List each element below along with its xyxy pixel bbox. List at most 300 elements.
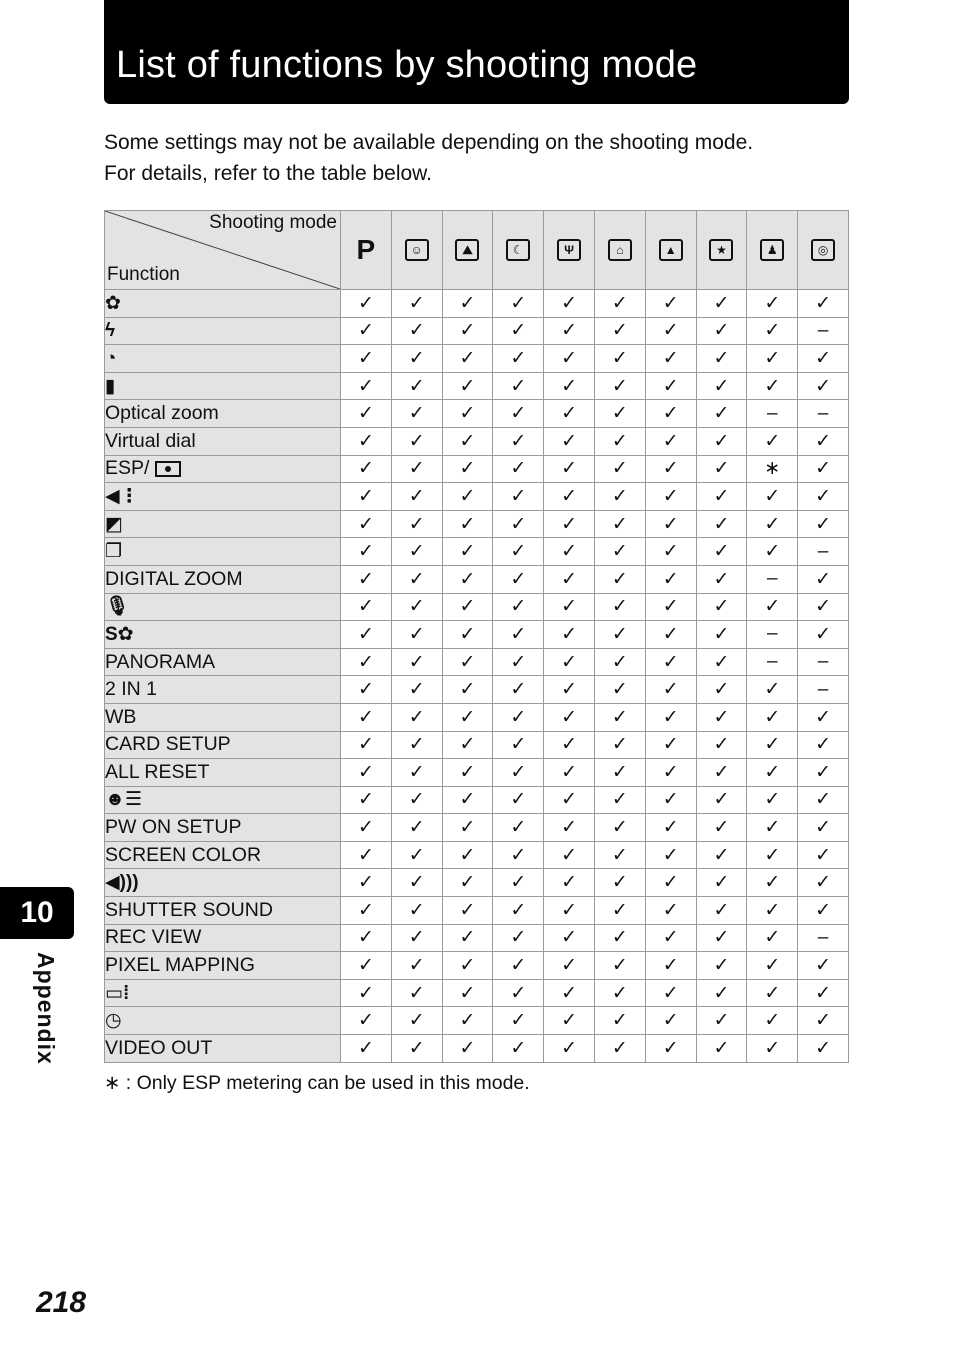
- function-label: Virtual dial: [105, 429, 196, 452]
- availability-mark: ✓: [341, 731, 392, 759]
- table-row: [105, 841, 849, 869]
- availability-mark: ✓: [594, 759, 645, 787]
- title-bar: [104, 0, 849, 104]
- availability-mark: ✓: [544, 979, 595, 1007]
- availability-mark: ✓: [391, 841, 442, 869]
- table-row: [105, 538, 849, 566]
- availability-mark: –: [747, 648, 798, 676]
- function-label: Optical zoom: [105, 402, 219, 425]
- function-label: PANORAMA: [105, 650, 216, 673]
- availability-mark: ✓: [747, 372, 798, 400]
- availability-mark: ✓: [696, 648, 747, 676]
- function-label: SCREEN COLOR: [105, 843, 262, 866]
- table-row: [105, 427, 849, 455]
- availability-mark: ✓: [696, 510, 747, 538]
- indoor-mode-icon: ⌂: [608, 239, 632, 261]
- availability-mark: ✓: [594, 455, 645, 483]
- availability-mark: ✓: [645, 841, 696, 869]
- availability-mark: ✓: [696, 290, 747, 318]
- chapter-number: 10: [20, 896, 54, 929]
- availability-mark: ✓: [391, 648, 442, 676]
- mode-column-8: [747, 211, 798, 290]
- availability-mark: ✓: [341, 621, 392, 649]
- function-label: REC VIEW: [105, 926, 202, 949]
- availability-mark: ✓: [544, 538, 595, 566]
- table-row: [105, 869, 849, 897]
- availability-mark: ✓: [594, 648, 645, 676]
- availability-mark: ✓: [391, 593, 442, 621]
- availability-mark: ✓: [594, 483, 645, 511]
- mode-column-3: [493, 211, 544, 290]
- availability-mark: ✓: [341, 400, 392, 428]
- availability-mark: ✓: [696, 924, 747, 952]
- availability-mark: ✓: [747, 510, 798, 538]
- function-name-cell: [105, 841, 341, 869]
- availability-mark: ✓: [544, 593, 595, 621]
- availability-mark: ✓: [544, 455, 595, 483]
- function-name-cell: [105, 869, 341, 897]
- availability-mark: ✓: [341, 841, 392, 869]
- availability-mark: ✓: [493, 317, 544, 345]
- availability-mark: –: [747, 400, 798, 428]
- availability-mark: ✓: [747, 427, 798, 455]
- availability-mark: ✓: [391, 703, 442, 731]
- availability-mark: ✓: [493, 538, 544, 566]
- availability-mark: ✓: [493, 759, 544, 787]
- availability-mark: ✓: [493, 565, 544, 593]
- availability-mark: ✓: [696, 345, 747, 373]
- availability-mark: ✓: [696, 372, 747, 400]
- landscape-portrait-mode-icon: ⛰: [455, 239, 479, 261]
- chapter-label: Appendix: [33, 952, 59, 1065]
- availability-mark: ✓: [798, 731, 849, 759]
- table-row: [105, 317, 849, 345]
- availability-mark: ✓: [341, 814, 392, 842]
- availability-mark: ✓: [696, 621, 747, 649]
- availability-mark: ✓: [391, 869, 442, 897]
- availability-mark: ✓: [645, 455, 696, 483]
- availability-mark: ✓: [747, 841, 798, 869]
- function-name-cell: [105, 455, 341, 483]
- intro-line-2: For details, refer to the table below.: [104, 162, 433, 185]
- availability-mark: ✓: [645, 593, 696, 621]
- function-table: [104, 210, 849, 1063]
- availability-mark: ✓: [594, 841, 645, 869]
- intro-text: [104, 127, 864, 189]
- availability-mark: ✓: [747, 814, 798, 842]
- availability-mark: ✓: [798, 455, 849, 483]
- availability-mark: ✓: [594, 290, 645, 318]
- availability-mark: ✓: [341, 1035, 392, 1063]
- availability-mark: ✓: [798, 1007, 849, 1035]
- function-label: SHUTTER SOUND: [105, 898, 273, 921]
- monitor-brightness-icon: ▭⁞: [105, 982, 130, 1004]
- availability-mark: ✓: [341, 1007, 392, 1035]
- function-name-cell: [105, 786, 341, 814]
- availability-mark: ✓: [747, 897, 798, 925]
- availability-mark: ✓: [747, 703, 798, 731]
- table-row: [105, 648, 849, 676]
- self-portrait-mode-icon: ★: [709, 239, 733, 261]
- availability-mark: ✓: [391, 345, 442, 373]
- page-number: 218: [36, 1286, 87, 1319]
- availability-mark: ✓: [696, 703, 747, 731]
- availability-mark: ✓: [696, 1035, 747, 1063]
- availability-mark: ✓: [798, 621, 849, 649]
- availability-mark: ✓: [493, 510, 544, 538]
- availability-mark: ✓: [696, 565, 747, 593]
- availability-mark: ✓: [391, 290, 442, 318]
- availability-mark: ✓: [747, 676, 798, 704]
- availability-mark: ✓: [645, 897, 696, 925]
- availability-mark: ✓: [391, 952, 442, 980]
- availability-mark: ✓: [696, 538, 747, 566]
- availability-mark: ✓: [747, 290, 798, 318]
- night-scene-mode-icon: ☾: [506, 239, 530, 261]
- availability-mark: –: [798, 648, 849, 676]
- availability-mark: ✓: [798, 841, 849, 869]
- availability-mark: ✓: [645, 621, 696, 649]
- availability-mark: ✓: [341, 483, 392, 511]
- availability-mark: ✓: [747, 1007, 798, 1035]
- availability-mark: ✓: [391, 1007, 442, 1035]
- availability-mark: ✓: [341, 869, 392, 897]
- function-name-cell: [105, 317, 341, 345]
- availability-mark: ✓: [594, 1007, 645, 1035]
- mode-column-4: [544, 211, 595, 290]
- availability-mark: ✓: [645, 510, 696, 538]
- availability-mark: ✓: [747, 924, 798, 952]
- availability-mark: ✓: [645, 400, 696, 428]
- availability-mark: ✓: [544, 317, 595, 345]
- table-row: [105, 510, 849, 538]
- availability-mark: ✓: [696, 427, 747, 455]
- availability-mark: ✓: [442, 483, 493, 511]
- availability-mark: ✓: [544, 290, 595, 318]
- availability-mark: ✓: [747, 483, 798, 511]
- availability-mark: ✓: [391, 924, 442, 952]
- function-name-cell: [105, 648, 341, 676]
- mode-column-0: [341, 211, 392, 290]
- availability-mark: ✓: [391, 731, 442, 759]
- function-name-cell: [105, 759, 341, 787]
- availability-mark: ✓: [493, 455, 544, 483]
- availability-mark: ∗: [747, 455, 798, 483]
- availability-mark: ✓: [696, 676, 747, 704]
- availability-mark: ✓: [645, 565, 696, 593]
- availability-mark: ✓: [645, 979, 696, 1007]
- availability-mark: ✓: [544, 400, 595, 428]
- availability-mark: ✓: [544, 924, 595, 952]
- availability-mark: ✓: [391, 317, 442, 345]
- availability-mark: ✓: [594, 731, 645, 759]
- mode-column-6: [645, 211, 696, 290]
- availability-mark: ✓: [645, 538, 696, 566]
- availability-mark: ✓: [493, 869, 544, 897]
- availability-mark: ✓: [544, 1007, 595, 1035]
- availability-mark: ✓: [696, 841, 747, 869]
- availability-mark: ✓: [747, 593, 798, 621]
- availability-mark: ✓: [594, 979, 645, 1007]
- availability-mark: ✓: [645, 317, 696, 345]
- table-row: [105, 1035, 849, 1063]
- availability-mark: ✓: [442, 731, 493, 759]
- availability-mark: ✓: [544, 427, 595, 455]
- availability-mark: ✓: [544, 703, 595, 731]
- availability-mark: ✓: [696, 593, 747, 621]
- availability-mark: ✓: [544, 841, 595, 869]
- availability-mark: ✓: [645, 427, 696, 455]
- availability-mark: ✓: [341, 759, 392, 787]
- availability-mark: ✓: [645, 869, 696, 897]
- function-label: PW ON SETUP: [105, 816, 242, 839]
- availability-mark: ✓: [544, 952, 595, 980]
- availability-mark: ✓: [798, 979, 849, 1007]
- availability-mark: ✓: [696, 759, 747, 787]
- availability-mark: ✓: [645, 676, 696, 704]
- availability-mark: ✓: [747, 538, 798, 566]
- table-row: [105, 952, 849, 980]
- availability-mark: ✓: [747, 979, 798, 1007]
- function-label: VIDEO OUT: [105, 1036, 213, 1059]
- availability-mark: ✓: [544, 676, 595, 704]
- availability-mark: –: [798, 924, 849, 952]
- availability-mark: ✓: [594, 952, 645, 980]
- availability-mark: ✓: [544, 1035, 595, 1063]
- availability-mark: ✓: [696, 731, 747, 759]
- availability-mark: ✓: [747, 317, 798, 345]
- availability-mark: ✓: [696, 814, 747, 842]
- availability-mark: ✓: [696, 455, 747, 483]
- intro-line-1: Some settings may not be available depending on the shooting mode.: [104, 131, 754, 154]
- availability-mark: ✓: [341, 317, 392, 345]
- table-row: [105, 703, 849, 731]
- availability-mark: ✓: [594, 400, 645, 428]
- portrait-mode-icon: ☺: [405, 239, 429, 261]
- table-row: [105, 372, 849, 400]
- availability-mark: ✓: [798, 952, 849, 980]
- availability-mark: ✓: [645, 648, 696, 676]
- availability-mark: ✓: [341, 538, 392, 566]
- mode-column-5: [594, 211, 645, 290]
- availability-mark: ✓: [341, 676, 392, 704]
- availability-mark: ✓: [696, 786, 747, 814]
- availability-mark: ✓: [747, 759, 798, 787]
- availability-mark: ✓: [493, 648, 544, 676]
- availability-mark: ✓: [341, 924, 392, 952]
- availability-mark: ✓: [645, 924, 696, 952]
- table-row: [105, 979, 849, 1007]
- function-name-cell: [105, 1007, 341, 1035]
- availability-mark: ✓: [798, 510, 849, 538]
- availability-mark: –: [798, 676, 849, 704]
- availability-mark: ✓: [341, 593, 392, 621]
- availability-mark: ✓: [594, 345, 645, 373]
- availability-mark: ✓: [798, 1035, 849, 1063]
- availability-mark: ✓: [442, 841, 493, 869]
- availability-mark: ✓: [594, 317, 645, 345]
- table-body: [105, 290, 849, 1063]
- availability-mark: ✓: [391, 372, 442, 400]
- availability-mark: ✓: [696, 979, 747, 1007]
- function-name-cell: [105, 676, 341, 704]
- function-label: WB: [105, 705, 137, 728]
- availability-mark: ✓: [442, 924, 493, 952]
- availability-mark: ✓: [493, 731, 544, 759]
- table-row: [105, 621, 849, 649]
- availability-mark: ✓: [696, 400, 747, 428]
- function-name-cell: [105, 897, 341, 925]
- availability-mark: ✓: [645, 345, 696, 373]
- availability-mark: ✓: [391, 979, 442, 1007]
- function-label: PIXEL MAPPING: [105, 954, 255, 977]
- availability-mark: ✓: [747, 869, 798, 897]
- availability-mark: ✓: [341, 510, 392, 538]
- availability-mark: ✓: [798, 372, 849, 400]
- beep-sound-icon: ◀))): [105, 872, 139, 894]
- availability-mark: ✓: [798, 290, 849, 318]
- availability-mark: ✓: [696, 952, 747, 980]
- availability-mark: ✓: [594, 786, 645, 814]
- table-row: [105, 897, 849, 925]
- my-mode-icon: ♟: [760, 239, 784, 261]
- availability-mark: ✓: [544, 897, 595, 925]
- availability-mark: ✓: [645, 1035, 696, 1063]
- table-row: [105, 814, 849, 842]
- function-name-cell: [105, 427, 341, 455]
- availability-mark: ✓: [391, 510, 442, 538]
- image-quality-icon: ◀⋮: [105, 485, 139, 507]
- function-label: ALL RESET: [105, 760, 210, 783]
- availability-mark: ✓: [544, 648, 595, 676]
- availability-mark: ✓: [645, 814, 696, 842]
- availability-mark: ✓: [747, 345, 798, 373]
- table-row: [105, 565, 849, 593]
- page-title: List of functions by shooting mode: [116, 44, 698, 86]
- availability-mark: ✓: [798, 593, 849, 621]
- language-icon: ☻☰: [105, 789, 143, 811]
- availability-mark: ✓: [594, 621, 645, 649]
- microphone-icon: 🎙: [105, 596, 130, 618]
- table-row: [105, 924, 849, 952]
- function-name-cell: [105, 979, 341, 1007]
- availability-mark: ✓: [493, 593, 544, 621]
- availability-mark: ✓: [391, 897, 442, 925]
- availability-mark: ✓: [594, 869, 645, 897]
- footnote: ∗ : Only ESP metering can be used in this mode.: [104, 1072, 530, 1094]
- chapter-tab: [0, 887, 74, 939]
- availability-mark: ✓: [594, 814, 645, 842]
- availability-mark: –: [798, 538, 849, 566]
- table-row: [105, 455, 849, 483]
- availability-mark: ✓: [391, 786, 442, 814]
- availability-mark: ✓: [544, 786, 595, 814]
- table-row: [105, 676, 849, 704]
- availability-mark: ✓: [594, 703, 645, 731]
- availability-mark: ✓: [696, 897, 747, 925]
- availability-mark: ✓: [493, 841, 544, 869]
- availability-mark: ✓: [594, 897, 645, 925]
- corner-function-label: Function: [107, 264, 180, 285]
- function-name-cell: [105, 593, 341, 621]
- availability-mark: ✓: [696, 1007, 747, 1035]
- availability-mark: ✓: [645, 731, 696, 759]
- availability-mark: ✓: [341, 345, 392, 373]
- spot-metering-icon: [155, 461, 181, 477]
- availability-mark: ✓: [391, 483, 442, 511]
- availability-mark: ✓: [747, 731, 798, 759]
- availability-mark: ✓: [391, 455, 442, 483]
- availability-mark: ✓: [341, 979, 392, 1007]
- availability-mark: ✓: [544, 814, 595, 842]
- availability-mark: ✓: [442, 1035, 493, 1063]
- table-row: [105, 345, 849, 373]
- availability-mark: ✓: [442, 648, 493, 676]
- availability-mark: –: [747, 621, 798, 649]
- function-name-cell: [105, 924, 341, 952]
- availability-mark: ✓: [341, 786, 392, 814]
- availability-mark: ✓: [544, 483, 595, 511]
- availability-mark: ✓: [442, 538, 493, 566]
- availability-mark: ✓: [493, 1035, 544, 1063]
- table-corner-cell: [105, 211, 341, 290]
- function-name-cell: [105, 621, 341, 649]
- table-row: [105, 593, 849, 621]
- table-row: [105, 731, 849, 759]
- availability-mark: ✓: [594, 565, 645, 593]
- availability-mark: ✓: [341, 290, 392, 318]
- availability-mark: ✓: [798, 869, 849, 897]
- availability-mark: ✓: [442, 427, 493, 455]
- availability-mark: ✓: [442, 593, 493, 621]
- function-name-cell: [105, 400, 341, 428]
- availability-mark: ✓: [544, 731, 595, 759]
- availability-mark: ✓: [594, 372, 645, 400]
- availability-mark: ✓: [493, 786, 544, 814]
- availability-mark: ✓: [391, 621, 442, 649]
- function-name-cell: [105, 731, 341, 759]
- availability-mark: ✓: [391, 565, 442, 593]
- function-name-cell: [105, 565, 341, 593]
- function-label: DIGITAL ZOOM: [105, 567, 243, 590]
- availability-mark: ✓: [442, 676, 493, 704]
- function-name-cell: [105, 290, 341, 318]
- availability-mark: ✓: [493, 345, 544, 373]
- availability-mark: ✓: [544, 869, 595, 897]
- availability-mark: ✓: [391, 676, 442, 704]
- availability-mark: ✓: [544, 621, 595, 649]
- availability-mark: ✓: [696, 483, 747, 511]
- availability-mark: ✓: [645, 483, 696, 511]
- availability-mark: –: [798, 317, 849, 345]
- movie-mode-icon: ◎: [811, 239, 835, 261]
- availability-mark: ✓: [544, 565, 595, 593]
- availability-mark: ✓: [442, 345, 493, 373]
- function-name-cell: [105, 483, 341, 511]
- availability-mark: ✓: [391, 1035, 442, 1063]
- availability-mark: ✓: [341, 897, 392, 925]
- corner-shooting-mode-label: Shooting mode: [209, 212, 337, 233]
- function-name-cell: [105, 345, 341, 373]
- availability-mark: ✓: [341, 565, 392, 593]
- availability-mark: ✓: [442, 621, 493, 649]
- function-label: 2 IN 1: [105, 678, 158, 701]
- cuisine-mode-icon: Ψ: [557, 239, 581, 261]
- availability-mark: ✓: [341, 648, 392, 676]
- availability-mark: ✓: [442, 759, 493, 787]
- function-name-cell: [105, 538, 341, 566]
- availability-mark: ✓: [493, 897, 544, 925]
